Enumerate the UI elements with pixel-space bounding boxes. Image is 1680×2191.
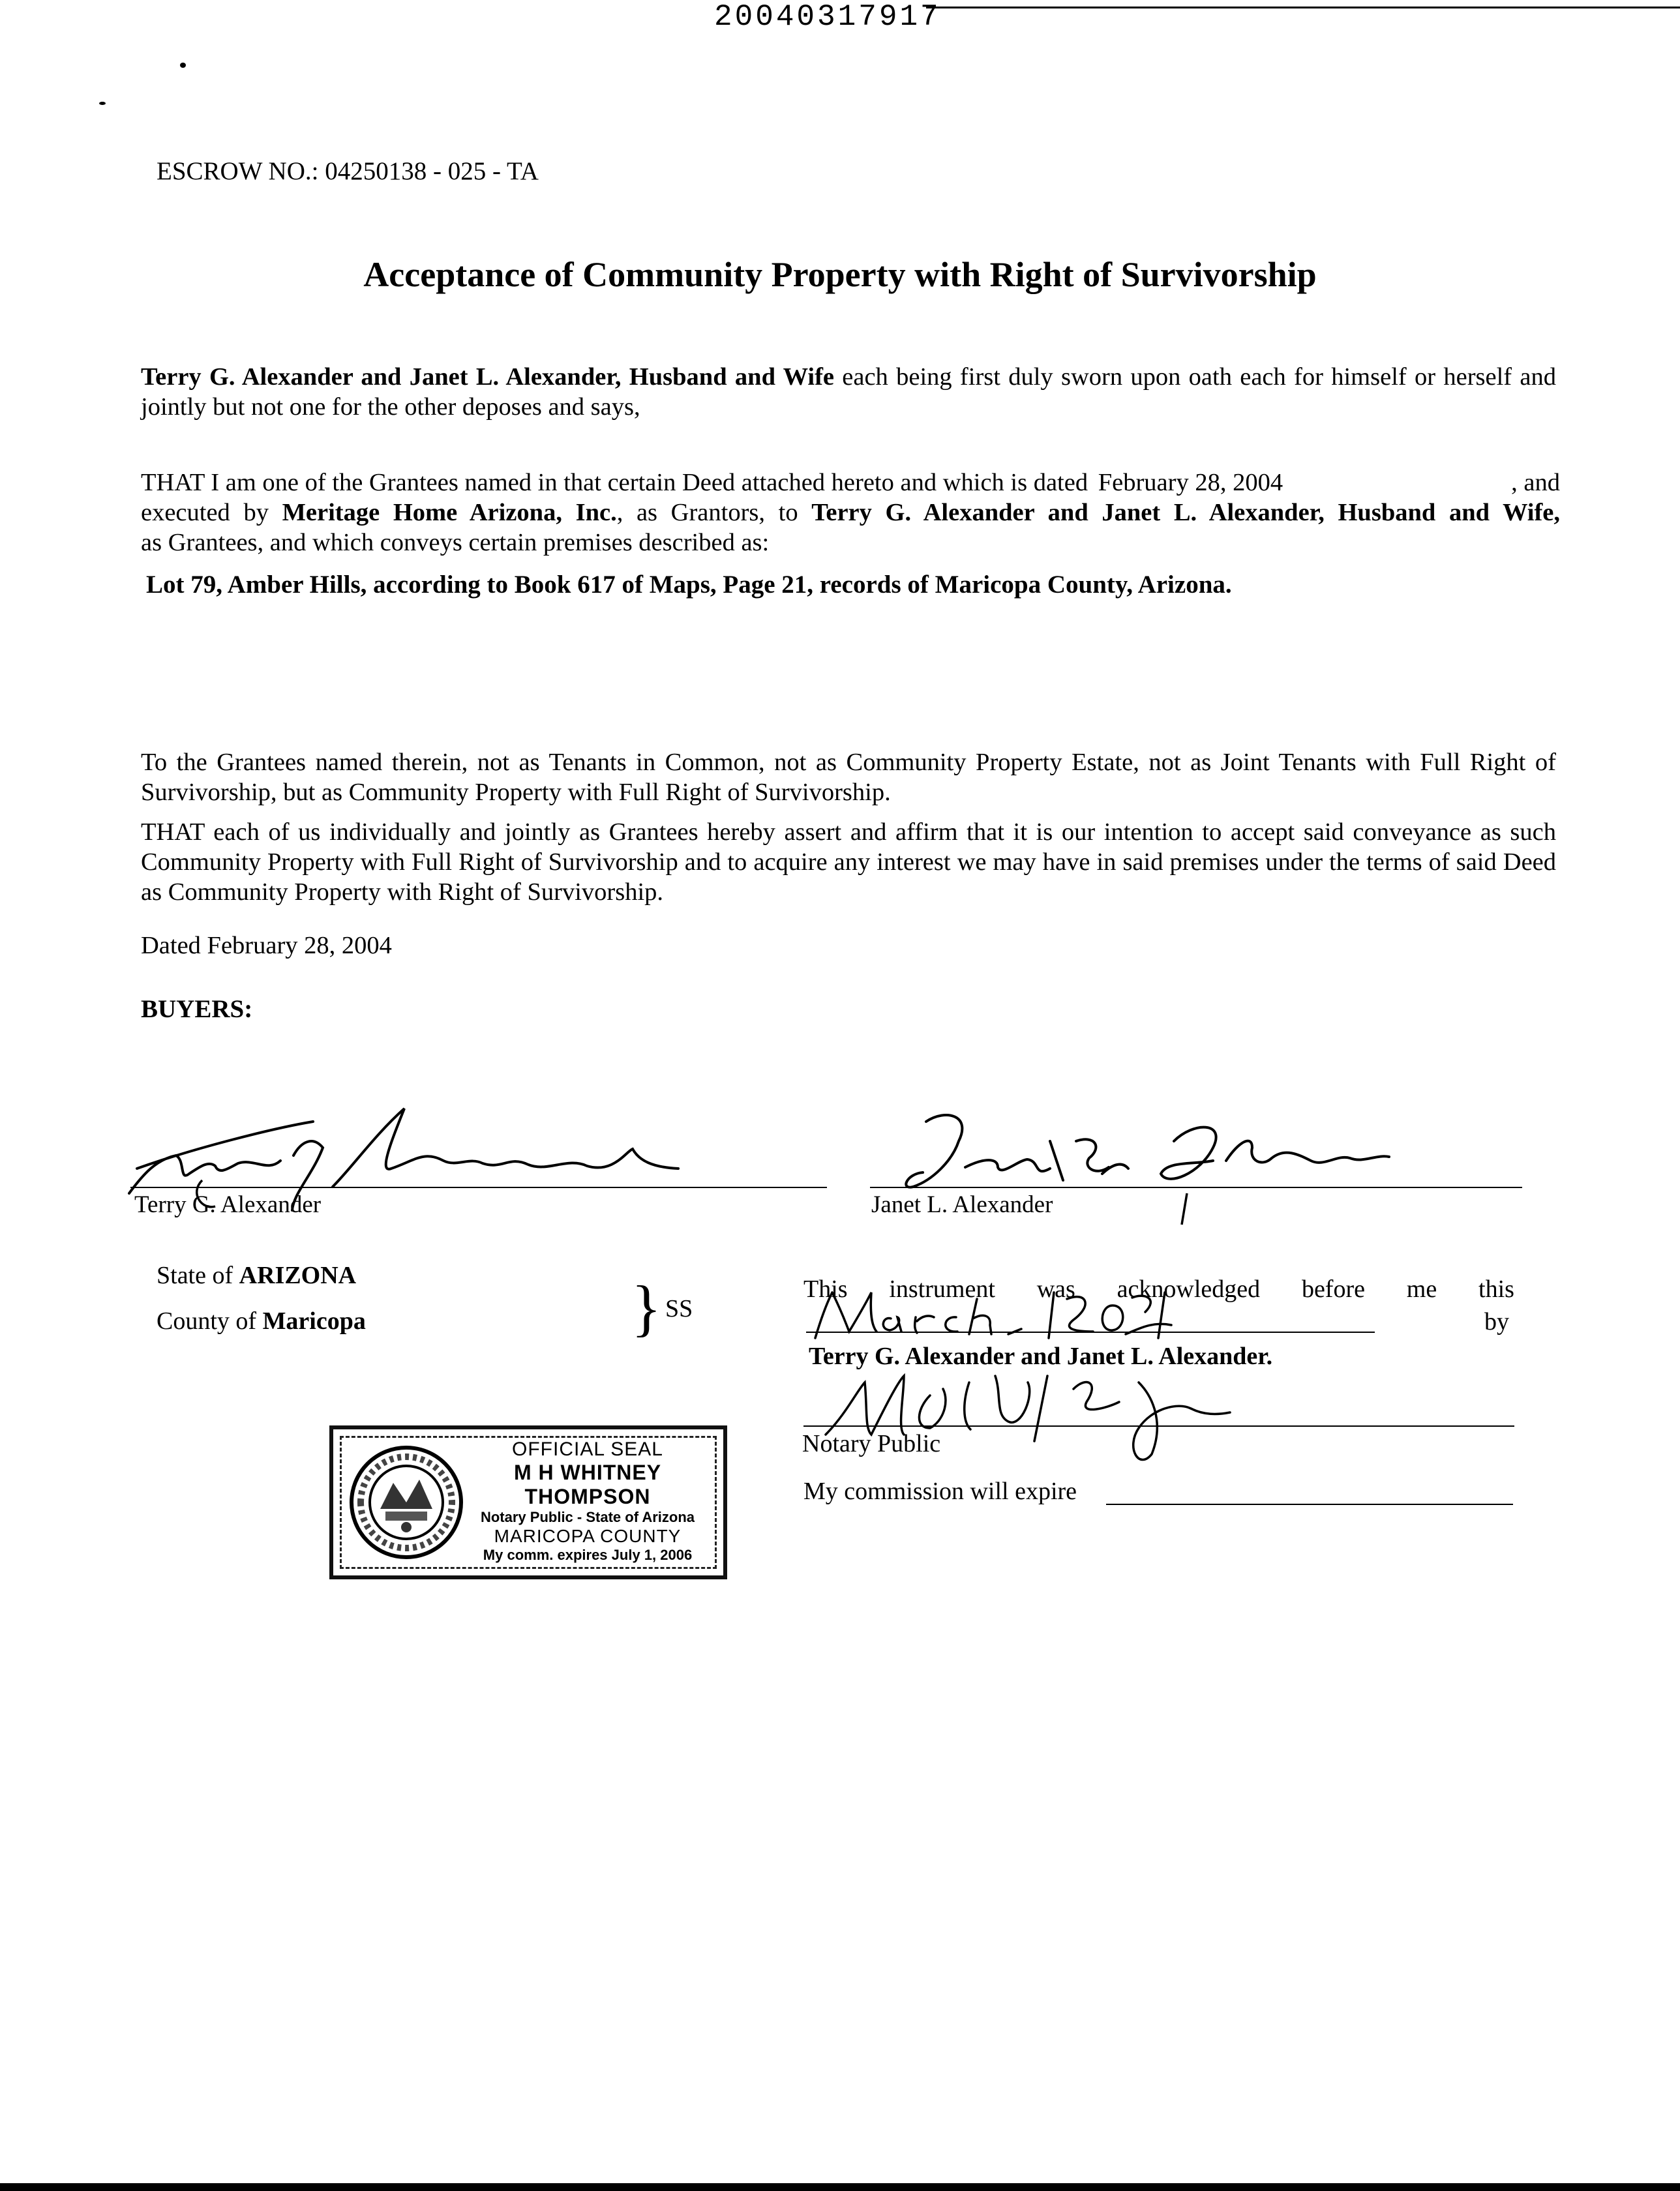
ack-word: instrument <box>889 1275 995 1303</box>
grantee-line-1-text: THAT I am one of the Grantees named in that certain Deed attached hereto and which is dated <box>141 469 1088 496</box>
scan-speck <box>180 63 186 68</box>
scan-speck <box>99 102 106 105</box>
venue-state <box>157 1261 356 1290</box>
ack-date-line <box>806 1332 1375 1333</box>
ack-word: before <box>1301 1275 1365 1303</box>
buyer-1-signature-line <box>130 1187 827 1188</box>
buyers-heading: BUYERS: <box>141 995 253 1023</box>
ack-names: Terry G. Alexander and Janet L. Alexander. <box>809 1343 1273 1370</box>
recording-number: 20040317917 <box>714 0 941 34</box>
bottom-rule <box>0 2183 1680 2191</box>
notary-signature-line <box>803 1425 1514 1427</box>
affiant-names: Terry G. Alexander and Janet L. Alexander, Husband and Wife <box>141 363 834 391</box>
seal-line-1: OFFICIAL SEAL <box>512 1438 663 1460</box>
grantee-line-1-end: , and <box>1511 469 1560 496</box>
ack-by: by <box>1484 1308 1509 1335</box>
notary-public-label: Notary Public <box>802 1430 941 1457</box>
escrow-number: ESCROW NO.: 04250138 - 025 - TA <box>157 157 539 185</box>
grantee-names: Terry G. Alexander and Janet L. Alexander, Husband and Wife, <box>811 499 1560 526</box>
venue-county-value: Maricopa <box>262 1307 366 1335</box>
seal-text <box>457 1438 718 1564</box>
dated-line: Dated February 28, 2004 <box>141 932 392 959</box>
venue-state-label: State of <box>157 1262 233 1289</box>
state-seal-icon <box>348 1444 465 1561</box>
venue-county <box>157 1307 366 1335</box>
buyer-1-name: Terry G. Alexander <box>134 1191 322 1218</box>
top-rule <box>926 7 1680 8</box>
venue-brace: } <box>631 1273 662 1343</box>
commission-expiry-line <box>1106 1504 1513 1505</box>
affirmation-clause: THAT each of us individually and jointly as Grantees hereby assert and affirm that it is our intention to accept said conveyance as such Community Property with Full Right of Survivorship and to acquire any interest we may have in said premises under the terms of said Deed as Community Property with Right of Survivorship. <box>141 818 1556 906</box>
ack-word: This <box>803 1275 848 1303</box>
affiant-text: each being first duly sworn upon oath each for himself or herself and jointly but not one for the other deposes and says, <box>141 363 1556 421</box>
buyer-2-name: Janet L. Alexander <box>871 1191 1053 1218</box>
affiant-paragraph <box>141 362 1556 422</box>
ack-word: me <box>1406 1275 1437 1303</box>
document-title: Acceptance of Community Property with Right of Survivorship <box>363 255 1317 294</box>
ack-word: acknowledged <box>1117 1275 1261 1303</box>
grantee-line-1 <box>141 468 1560 497</box>
tenancy-clause: To the Grantees named therein, not as Tenants in Common, not as Community Property Estate, not as Joint Tenants with Full Right of Survivorship, but as Community Property with Full Right of Survivorship. <box>141 749 1556 806</box>
buyer-2-signature-line <box>870 1187 1522 1188</box>
legal-description: Lot 79, Amber Hills, according to Book 617 of Maps, Page 21, records of Maricopa County, Arizona. <box>146 571 1232 599</box>
grantee-line-2a: executed by <box>141 499 269 526</box>
ack-word: this <box>1478 1275 1514 1303</box>
seal-line-2: M H WHITNEY THOMPSON <box>513 1461 662 1508</box>
deed-date: February 28, 2004 <box>1098 469 1283 496</box>
venue-ss: SS <box>665 1295 693 1322</box>
grantee-line-2b: , as Grantors, to <box>616 499 798 526</box>
seal-line-5: My comm. expires July 1, 2006 <box>483 1547 693 1563</box>
commission-expiry-label: My commission will expire <box>803 1478 1077 1505</box>
venue-state-value: ARIZONA <box>239 1262 357 1289</box>
seal-line-4: MARICOPA COUNTY <box>494 1526 682 1546</box>
grantor-name: Meritage Home Arizona, Inc. <box>282 499 617 526</box>
seal-line-3: Notary Public - State of Arizona <box>480 1509 695 1525</box>
notary-seal <box>329 1425 727 1579</box>
grantee-line-2 <box>141 498 1560 527</box>
grantee-line-3: as Grantees, and which conveys certain premises described as: <box>141 529 770 556</box>
ack-word: was <box>1036 1275 1075 1303</box>
venue-county-label: County of <box>157 1307 257 1335</box>
ack-date-handwritten <box>806 1279 1184 1345</box>
